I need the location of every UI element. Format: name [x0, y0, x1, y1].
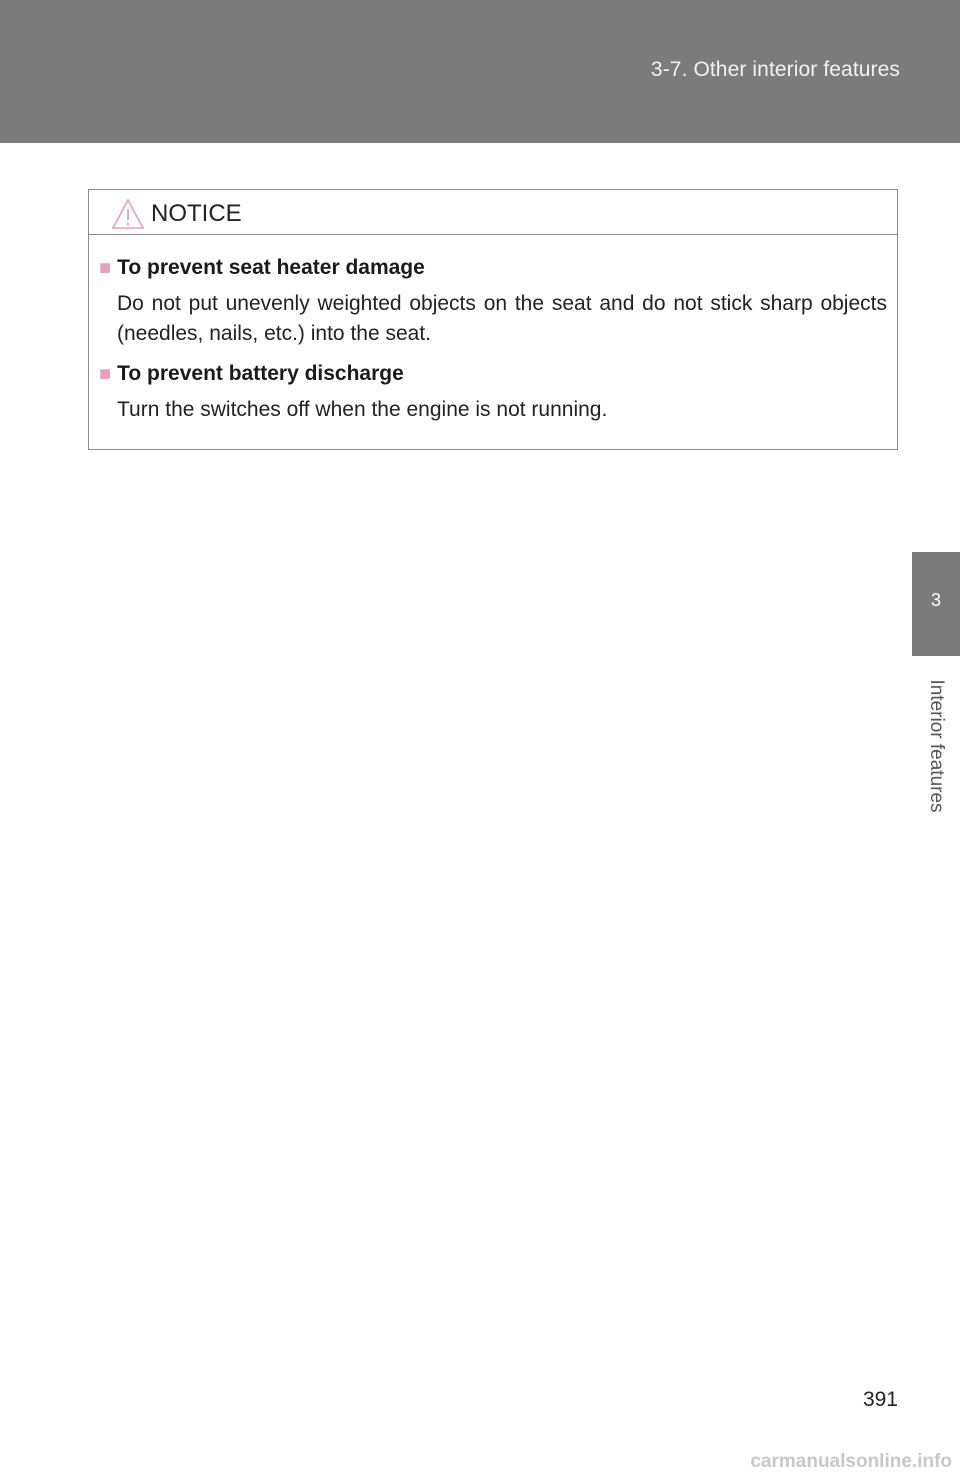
page-header — [0, 0, 960, 143]
notice-item-text: Do not put unevenly weighted objects on the seat and do not stick sharp objects (needles, nails, etc.) into the seat. — [117, 292, 887, 345]
notice-item-heading — [99, 362, 404, 386]
notice-item-heading — [99, 256, 425, 280]
square-bullet-icon: ■ — [99, 363, 112, 385]
square-bullet-icon: ■ — [99, 257, 112, 279]
chapter-label: Interior features — [926, 679, 947, 813]
section-title: 3-7. Other interior features — [650, 58, 900, 81]
page-number: 391 — [862, 1388, 898, 1411]
notice-title: NOTICE — [151, 200, 242, 227]
notice-header — [89, 190, 897, 235]
notice-box — [88, 189, 898, 450]
notice-item-heading-text: To prevent seat heater damage — [117, 256, 425, 279]
notice-item-heading-text: To prevent battery discharge — [117, 362, 404, 385]
warning-icon — [111, 198, 145, 230]
watermark: carmanualsonline.info — [750, 1451, 952, 1472]
chapter-label-area — [912, 656, 960, 836]
chapter-number: 3 — [930, 590, 941, 610]
notice-item-text: Turn the switches off when the engine is not running. — [117, 398, 608, 421]
chapter-tab — [912, 552, 960, 656]
